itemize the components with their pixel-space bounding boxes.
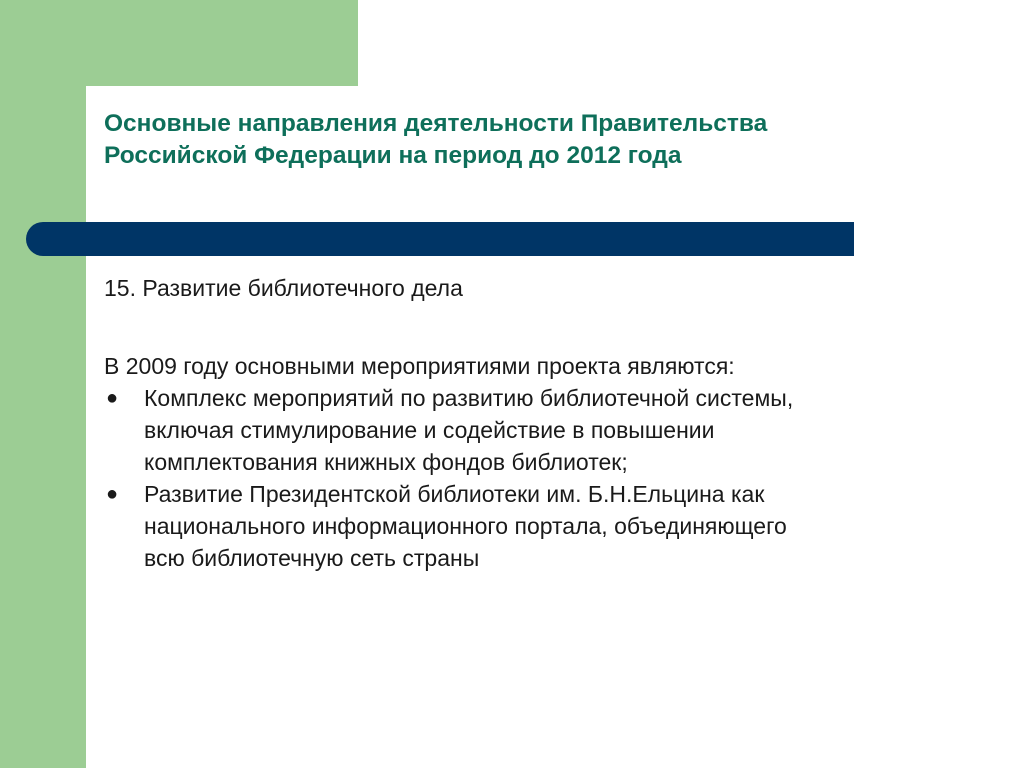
bullet-line: включая стимулирование и содействие в повышении [144,417,715,443]
bullet-list [104,382,984,574]
section-heading: 15. Развитие библиотечного дела [104,275,463,301]
intro-text: В 2009 году основными мероприятиями проекта являются: [104,353,735,379]
list-item [104,478,984,574]
list-item [104,382,984,478]
divider-bar [26,222,854,256]
green-side-strip [0,0,86,768]
bullet-dot-icon: ● [106,483,119,505]
bullet-line: всю библиотечную сеть страны [144,545,480,571]
bullet-line: национального информационного портала, объединяющего [144,513,787,539]
bullet-line: комплектования книжных фондов библиотек; [144,449,628,475]
slide-content [104,272,984,574]
bullet-dot-icon: ● [106,387,119,409]
title-line: Основные направления деятельности Правительства [104,110,768,137]
green-top-block [0,0,358,86]
slide-title [104,108,904,172]
bullet-line: Комплекс мероприятий по развитию библиотечной системы, [144,385,794,411]
bullet-line: Развитие Президентской библиотеки им. Б.Н.Ельцина как [144,481,765,507]
title-line: Российской Федерации на период до 2012 года [104,142,682,169]
